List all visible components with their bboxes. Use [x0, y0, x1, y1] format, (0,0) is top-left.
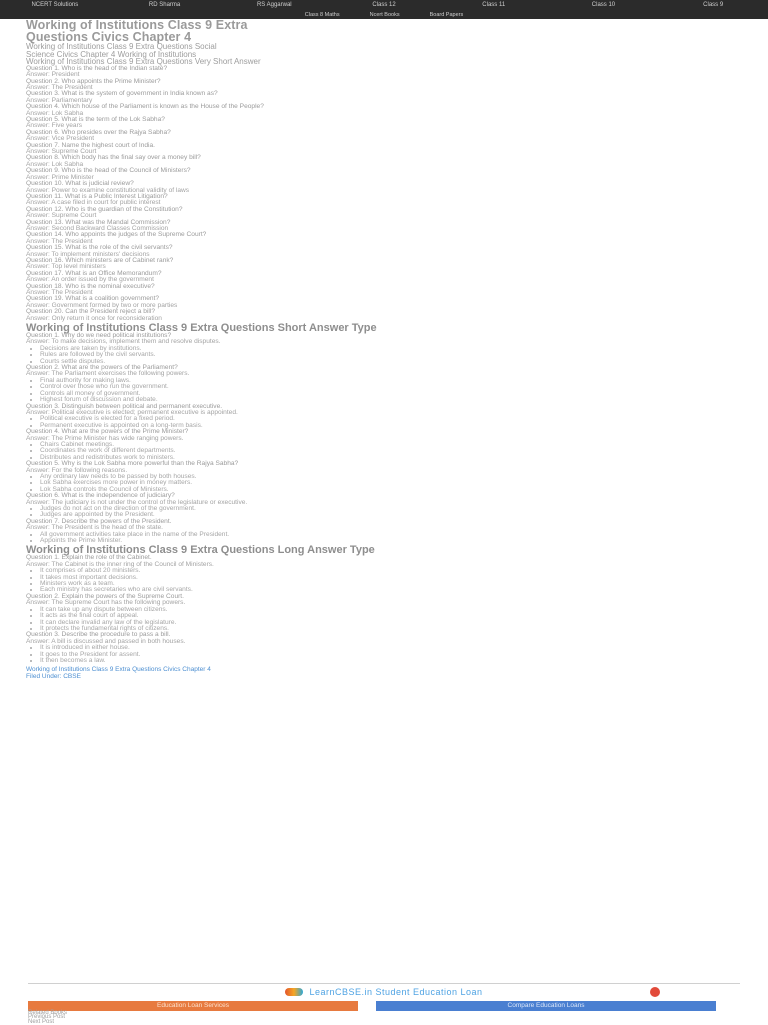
answer-point: • Judges are appointed by the President. [40, 512, 742, 518]
question: Question 18. Who is the nominal executive? [26, 282, 155, 290]
answer-point: • Judges do not act on the direction of the government. [40, 506, 742, 512]
answer-point: • It takes most important decisions. [40, 575, 742, 581]
answer: Answer: A bill is discussed and passed in both houses. [26, 637, 186, 645]
answer: Answer: Lok Sabha [26, 109, 84, 117]
answer-point: • Ministers work as a team. [40, 581, 742, 587]
article-content [26, 20, 742, 972]
question: Question 16. Which ministers are of Cabinet rank? [26, 256, 174, 264]
bottom-link[interactable]: Previous Post [28, 1014, 66, 1021]
answer-points [26, 645, 742, 664]
answer: Answer: The judiciary is not under the control of the legislature or executive. [26, 498, 248, 506]
answer: Answer: The Parliament exercises the following powers. [26, 370, 190, 378]
answer: Answer: The President [26, 84, 93, 91]
answer: Answer: Vice President [26, 135, 95, 143]
answer-point: • Lok Sabha controls the Council of Ministers. [40, 487, 742, 493]
answer: Answer: Political executive is elected; permanent executive is appointed. [26, 408, 238, 416]
long-answer-heading: Working of Institutions Class 9 Extra Questions Long Answer Type [26, 544, 375, 557]
question: Question 3. What is the system of government in India known as? [26, 90, 218, 98]
answer: Answer: Parliamentary [26, 96, 93, 104]
nav-link[interactable]: Class 10 [591, 2, 616, 8]
bottom-link[interactable]: Related Books [28, 1010, 68, 1016]
answer-point: • Decisions are taken by institutions. [40, 346, 742, 352]
banner-brand: LearnCBSE.in Student Education Loan [309, 987, 483, 997]
answer-point: • It protects the fundamental rights of citizens. [40, 626, 742, 632]
question: Question 4. Which house of the Parliament is known as the House of the People? [26, 103, 264, 111]
answer-points [26, 568, 742, 594]
long-answer-questions [26, 555, 742, 664]
category-link[interactable]: Filed Under: CBSE [26, 673, 81, 681]
question: Question 5. What is the term of the Lok Sabha? [26, 116, 165, 124]
answer: Answer: Five years [26, 122, 83, 130]
question: Question 1. Why do we need political institutions? [26, 332, 172, 340]
bottom-links [28, 1011, 740, 1024]
nav-link[interactable]: Class 11 [482, 2, 506, 8]
ad-row [28, 1001, 740, 1011]
question: Question 2. What are the powers of the Parliament? [26, 364, 178, 372]
answer-point: • Courts settle disputes. [40, 359, 742, 365]
answer-point: • Rules are followed by the civil servants. [40, 352, 742, 358]
answer-points [26, 474, 742, 493]
answer-point: • Political executive is elected for a fixed period. [40, 416, 742, 422]
answer-points [26, 532, 742, 545]
nav-link[interactable]: RD Sharma [148, 2, 181, 8]
answer-point: • Each ministry has secretaries who are civil servants. [40, 587, 742, 593]
answer-points [26, 607, 742, 633]
sub-nav-link[interactable]: Class 8 Maths [304, 12, 340, 18]
question: Question 20. Can the President reject a bill? [26, 308, 156, 316]
answer: Answer: Prime Minister [26, 173, 94, 181]
question: Question 7. Describe the powers of the President. [26, 517, 172, 525]
answer-point: • It can take up any dispute between citizens. [40, 607, 742, 613]
answer-point: • It is introduced in either house. [40, 645, 742, 651]
answer: Answer: Lok Sabha [26, 160, 84, 168]
answer: Answer: Supreme Court [26, 148, 97, 156]
nav-link[interactable]: Class 12 [372, 2, 396, 8]
question: Question 5. Why is the Lok Sabha more powerful than the Rajya Sabha? [26, 460, 239, 468]
answer-point: • All government activities take place in the name of the President. [40, 532, 742, 538]
answer-point: • Distributes and redistributes work to ministers. [40, 455, 742, 461]
answer-point: • Chairs Cabinet meetings. [40, 442, 742, 448]
answer-points [26, 346, 742, 365]
question: Question 2. Who appoints the Prime Minister? [26, 77, 161, 85]
promo-banner[interactable] [28, 983, 740, 1000]
answer-point: • Appoints the Prime Minister. [40, 538, 742, 544]
sub-nav-link[interactable]: Board Papers [429, 12, 464, 18]
answer: Answer: Second Backward Classes Commission [26, 224, 169, 232]
answer: Answer: To make decisions, implement them and resolve disputes. [26, 338, 221, 346]
close-badge-icon[interactable] [650, 987, 660, 997]
answer: Answer: President [26, 71, 80, 79]
answer-point: • Any ordinary law needs to be passed by both houses. [40, 474, 742, 480]
question: Question 2. Explain the powers of the Supreme Court. [26, 592, 184, 600]
answer-point: • Final authority for making laws. [40, 378, 742, 384]
answer: Answer: The President is the head of the state. [26, 524, 163, 532]
answer-point: • It goes to the President for assent. [40, 652, 742, 658]
question: Question 15. What is the role of the civil servants? [26, 244, 173, 252]
question: Question 17. What is an Office Memorandum? [26, 269, 162, 277]
answer: Answer: Government formed by two or more parties [26, 301, 178, 309]
footer-links [26, 666, 742, 680]
nav-link[interactable]: Class 9 [703, 2, 724, 8]
intro [26, 43, 742, 66]
learncbse-logo-icon [285, 988, 303, 996]
answer: Answer: An order issued by the government [26, 276, 154, 284]
page-title [26, 20, 742, 43]
answer: Answer: The President [26, 237, 93, 245]
title-line: Questions Civics Chapter 4 [26, 29, 192, 44]
answer: Answer: The Cabinet is the inner ring of the Council of Ministers. [26, 560, 214, 568]
question: Question 3. Describe the procedure to pass a bill. [26, 631, 171, 639]
question: Question 8. Which body has the final say over a money bill? [26, 154, 201, 162]
answer: Answer: Power to examine constitutional validity of laws [26, 186, 190, 194]
nav-link[interactable]: RS Aggarwal [256, 2, 292, 8]
short-answer-heading: Working of Institutions Class 9 Extra Questions Short Answer Type [26, 322, 377, 335]
very-short-questions [26, 66, 742, 322]
intro-line: Working of Institutions Class 9 Extra Questions Very Short Answer [26, 57, 261, 67]
question: Question 13. What was the Mandal Commission? [26, 218, 171, 226]
question: Question 10. What is judicial review? [26, 180, 134, 188]
answer-point: • It comprises of about 20 ministers. [40, 568, 742, 574]
answer: Answer: A case filed in court for public interest [26, 199, 161, 207]
answer-point: • Control over those who run the government. [40, 384, 742, 390]
answer: Answer: To implement ministers' decisions [26, 250, 150, 258]
answer-point: • It can declare invalid any law of the legislature. [40, 620, 742, 626]
intro-line: Science Civics Chapter 4 Working of Institutions [26, 49, 197, 59]
bottom-link[interactable]: Next Post [28, 1018, 55, 1025]
article-link[interactable]: Working of Institutions Class 9 Extra Questions Civics Chapter 4 [26, 666, 211, 674]
answer-points [26, 378, 742, 404]
question: Question 9. Who is the head of the Council of Ministers? [26, 167, 191, 175]
answer-point: • It then becomes a law. [40, 658, 742, 664]
short-answer-questions [26, 333, 742, 544]
answer: Answer: The Supreme Court has the following powers. [26, 599, 186, 607]
top-navigation [0, 0, 768, 11]
answer-points [26, 506, 742, 519]
answer-point: • Highest forum of discussion and debate. [40, 397, 742, 403]
answer-point: • Controls all money of government. [40, 391, 742, 397]
question: Question 6. Who presides over the Rajya Sabha? [26, 128, 171, 136]
intro-line: Working of Institutions Class 9 Extra Questions Social [26, 42, 217, 51]
answer: Answer: Supreme Court [26, 212, 97, 220]
answer-point: • Coordinates the work of different departments. [40, 448, 742, 454]
sub-nav-link[interactable]: Ncert Books [369, 12, 400, 18]
ad-left-button[interactable]: Education Loan Services [28, 1001, 358, 1011]
question: Question 1. Who is the head of the Indian state? [26, 64, 168, 72]
answer: Answer: The Prime Minister has wide ranging powers. [26, 434, 184, 442]
question: Question 14. Who appoints the judges of the Supreme Court? [26, 231, 207, 239]
answer-point: • Permanent executive is appointed on a long-term basis. [40, 423, 742, 429]
answer-points [26, 442, 742, 461]
nav-link[interactable]: NCERT Solutions [31, 2, 79, 8]
answer: Answer: Only return it once for reconsideration [26, 314, 162, 322]
ad-right-button[interactable]: Compare Education Loans [376, 1001, 716, 1011]
question: Question 7. Name the highest court of India. [26, 141, 156, 149]
question: Question 3. Distinguish between political and permanent executive. [26, 402, 223, 410]
question: Question 6. What is the independence of judiciary? [26, 492, 175, 500]
answer: Answer: For the following reasons. [26, 466, 128, 474]
answer: Answer: Top level ministers [26, 263, 106, 271]
title-line: Working of Institutions Class 9 Extra [26, 20, 248, 32]
question: Question 12. Who is the guardian of the Constitution? [26, 205, 183, 213]
question: Question 11. What is a Public Interest Litigation? [26, 192, 168, 200]
question: Question 1. Explain the role of the Cabinet. [26, 554, 152, 562]
question: Question 4. What are the powers of the Prime Minister? [26, 428, 189, 436]
answer-point: • Lok Sabha exercises more power in money matters. [40, 480, 742, 486]
question: Question 19. What is a coalition government? [26, 295, 160, 303]
answer-point: • It acts as the final court of appeal. [40, 613, 742, 619]
answer: Answer: The President [26, 289, 93, 296]
sub-navigation [0, 11, 768, 19]
